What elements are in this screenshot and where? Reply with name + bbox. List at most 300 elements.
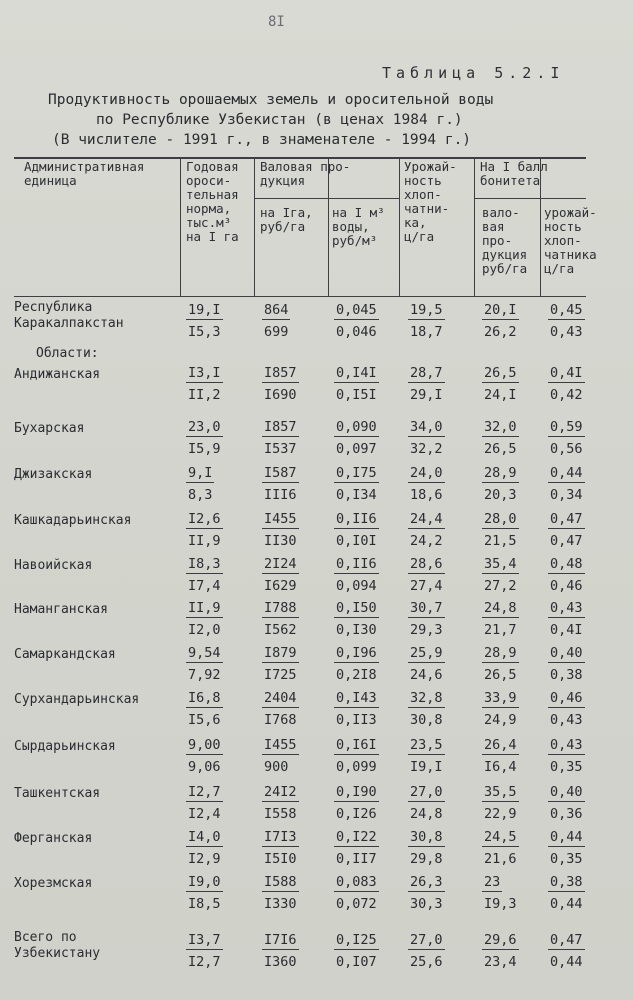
value-1991 [334, 645, 379, 661]
numerator: 0,59 [550, 419, 583, 435]
numerator: I857 [264, 365, 297, 381]
denominator: 23,4 [484, 954, 517, 970]
value-1991 [408, 645, 445, 661]
denominator: 0,35 [550, 759, 583, 775]
value-1991 [334, 365, 379, 381]
value-1994 [408, 441, 445, 457]
denominator: 0,I34 [336, 487, 377, 503]
numerator: I857 [264, 419, 297, 435]
value-1991 [334, 690, 379, 706]
value-1991 [186, 932, 223, 948]
value-1991 [408, 690, 445, 706]
value-1991 [482, 690, 519, 706]
value-1994 [186, 622, 223, 638]
value-1991 [334, 556, 379, 572]
denominator: I690 [264, 387, 297, 403]
header-cotton-yield: ка, [404, 215, 427, 230]
numerator: 0,II6 [336, 556, 377, 572]
header-irrigation-norm: ороси- [186, 173, 232, 188]
header-column-divider [254, 157, 255, 296]
value-1991 [334, 302, 379, 318]
value-1994 [186, 667, 223, 683]
numerator: 0,I96 [336, 645, 377, 661]
value-1994 [262, 759, 290, 775]
value-1994 [408, 533, 445, 549]
value-1991 [262, 302, 290, 318]
header-irrigation-norm: Годовая [186, 159, 239, 174]
header-per-ball: бонитета [480, 173, 541, 188]
numerator: I2,7 [188, 784, 221, 800]
numerator: 0,47 [550, 932, 583, 948]
numerator: II,9 [188, 600, 221, 616]
value-1994 [186, 896, 223, 912]
numerator: I9,0 [188, 874, 221, 890]
numerator: I7I3 [264, 829, 297, 845]
denominator: 29,3 [410, 622, 443, 638]
denominator: 26,2 [484, 324, 517, 340]
numerator: 0,45 [550, 302, 583, 318]
header-ball-subrule [474, 198, 586, 199]
denominator: 20,3 [484, 487, 517, 503]
denominator: I2,0 [188, 622, 221, 638]
denominator: 0,II7 [336, 851, 377, 867]
value-1991 [262, 365, 299, 381]
value-1994 [334, 851, 379, 867]
value-1991 [262, 829, 299, 845]
denominator: I629 [264, 578, 297, 594]
numerator: I587 [264, 465, 297, 481]
header-column-divider [399, 157, 400, 296]
denominator: 0,44 [550, 954, 583, 970]
numerator: 0,I75 [336, 465, 377, 481]
header-gross-per-ha: на Iга, [260, 205, 313, 220]
value-1994 [334, 441, 379, 457]
value-1991 [408, 600, 445, 616]
value-1991 [408, 829, 445, 845]
row-name: Кашкадарьинская [14, 513, 132, 528]
value-1991 [482, 784, 519, 800]
denominator: 0,43 [550, 712, 583, 728]
value-1991 [186, 690, 223, 706]
header-gross-per-m3: воды, [332, 219, 370, 234]
header-cotton-yield: ц/га [404, 229, 435, 244]
value-1991 [262, 556, 299, 572]
value-1991 [186, 600, 223, 616]
header-irrigation-norm: норма, [186, 201, 232, 216]
numerator: 35,4 [484, 556, 517, 572]
value-1994 [482, 896, 519, 912]
value-1991 [186, 465, 214, 481]
header-irrigation-norm: на I га [186, 229, 239, 244]
value-1991 [548, 690, 585, 706]
denominator: 24,I [484, 387, 517, 403]
value-1994 [482, 487, 519, 503]
value-1994 [408, 806, 445, 822]
denominator: 24,9 [484, 712, 517, 728]
row-name: Узбекистану [14, 946, 101, 961]
value-1991 [482, 511, 519, 527]
table-title-line-1: Продуктивность орошаемых земель и оросительной воды [48, 92, 494, 108]
numerator: 23,5 [410, 737, 443, 753]
denominator: 21,7 [484, 622, 517, 638]
numerator: I8,3 [188, 556, 221, 572]
value-1994 [548, 533, 585, 549]
numerator: 28,7 [410, 365, 443, 381]
denominator: 7,92 [188, 667, 221, 683]
numerator: I3,7 [188, 932, 221, 948]
value-1991 [262, 645, 299, 661]
value-1994 [186, 806, 223, 822]
value-1991 [482, 645, 519, 661]
value-1991 [408, 737, 445, 753]
value-1994 [262, 533, 299, 549]
value-1994 [334, 667, 379, 683]
value-1994 [262, 667, 299, 683]
denominator: 24,6 [410, 667, 443, 683]
row-name: Наманганская [14, 602, 108, 617]
header-per-ball: На I балл [480, 159, 548, 174]
numerator: 26,3 [410, 874, 443, 890]
row-name: Навоийская [14, 558, 93, 573]
denominator: 25,6 [410, 954, 443, 970]
value-1994 [548, 896, 585, 912]
value-1994 [408, 759, 445, 775]
denominator: 0,I5I [336, 387, 377, 403]
value-1991 [408, 511, 445, 527]
value-1991 [482, 365, 519, 381]
value-1994 [408, 667, 445, 683]
value-1994 [262, 954, 299, 970]
numerator: 23 [484, 874, 501, 890]
value-1994 [482, 851, 519, 867]
numerator: 28,9 [484, 645, 517, 661]
header-ball-gross: дукция [482, 247, 528, 262]
value-1994 [334, 578, 379, 594]
denominator: I2,4 [188, 806, 221, 822]
denominator: 0,I07 [336, 954, 377, 970]
value-1994 [262, 324, 290, 340]
numerator: 20,I [484, 302, 517, 318]
value-1991 [548, 737, 585, 753]
numerator: 24,0 [410, 465, 443, 481]
value-1994 [186, 324, 223, 340]
denominator: 24,8 [410, 806, 443, 822]
value-1994 [262, 487, 299, 503]
value-1991 [548, 302, 585, 318]
denominator: 30,3 [410, 896, 443, 912]
header-column-divider [474, 157, 475, 296]
value-1994 [262, 622, 299, 638]
value-1991 [262, 737, 299, 753]
value-1994 [482, 533, 519, 549]
denominator: 0,46 [550, 578, 583, 594]
numerator: 28,9 [484, 465, 517, 481]
denominator: 18,7 [410, 324, 443, 340]
header-gross-subrule [254, 198, 399, 199]
header-ball-yield: ц/га [544, 261, 575, 276]
numerator: 0,40 [550, 784, 583, 800]
value-1991 [186, 365, 223, 381]
numerator: 0,43 [550, 737, 583, 753]
denominator: I7,4 [188, 578, 221, 594]
numerator: 0,47 [550, 511, 583, 527]
numerator: 34,0 [410, 419, 443, 435]
denominator: I2,9 [188, 851, 221, 867]
numerator: 24,5 [484, 829, 517, 845]
page-number: 8I [268, 14, 285, 30]
value-1991 [186, 302, 223, 318]
value-1994 [482, 578, 519, 594]
numerator: 0,I4I [336, 365, 377, 381]
value-1994 [548, 759, 585, 775]
table-title-line-3: (В числителе - 1991 г., в знаменателе - 1994 г.) [52, 132, 472, 148]
table-title-line-2: по Республике Узбекистан (в ценах 1984 г.) [96, 112, 463, 128]
value-1994 [186, 487, 214, 503]
row-name: Хорезмская [14, 876, 93, 891]
denominator: 30,8 [410, 712, 443, 728]
denominator: 0,38 [550, 667, 583, 683]
value-1991 [186, 511, 223, 527]
value-1994 [334, 622, 379, 638]
numerator: I788 [264, 600, 297, 616]
numerator: 0,II6 [336, 511, 377, 527]
value-1994 [186, 759, 223, 775]
value-1994 [262, 387, 299, 403]
denominator: 29,I [410, 387, 443, 403]
value-1991 [408, 784, 445, 800]
value-1991 [408, 465, 445, 481]
denominator: 0,2I8 [336, 667, 377, 683]
value-1994 [408, 387, 445, 403]
denominator: I330 [264, 896, 297, 912]
denominator: I5,9 [188, 441, 221, 457]
header-ball-yield: хлоп- [544, 233, 582, 248]
denominator: 18,6 [410, 487, 443, 503]
value-1991 [482, 874, 502, 890]
value-1991 [186, 737, 223, 753]
numerator: 9,54 [188, 645, 221, 661]
numerator: 0,4I [550, 365, 583, 381]
value-1991 [408, 556, 445, 572]
value-1991 [548, 932, 585, 948]
value-1994 [482, 712, 519, 728]
value-1991 [482, 737, 519, 753]
value-1991 [186, 784, 223, 800]
denominator: I2,7 [188, 954, 221, 970]
value-1994 [548, 622, 585, 638]
value-1991 [548, 511, 585, 527]
numerator: 9,I [188, 465, 213, 481]
value-1994 [408, 896, 445, 912]
numerator: 24,8 [484, 600, 517, 616]
numerator: I3,I [188, 365, 221, 381]
denominator: I537 [264, 441, 297, 457]
value-1991 [482, 932, 519, 948]
denominator: 27,2 [484, 578, 517, 594]
numerator: I7I6 [264, 932, 297, 948]
value-1994 [548, 324, 585, 340]
value-1991 [548, 365, 585, 381]
numerator: 0,44 [550, 465, 583, 481]
numerator: 0,I6I [336, 737, 377, 753]
value-1991 [548, 874, 585, 890]
value-1994 [482, 387, 519, 403]
denominator: 21,5 [484, 533, 517, 549]
numerator: 0,I22 [336, 829, 377, 845]
value-1994 [334, 759, 379, 775]
numerator: 24,4 [410, 511, 443, 527]
numerator: 19,I [188, 302, 221, 318]
header-bottom-rule [14, 296, 586, 297]
denominator: II,9 [188, 533, 221, 549]
denominator: 0,I30 [336, 622, 377, 638]
header-cotton-yield: чатни- [404, 201, 450, 216]
header-unit: Административная [24, 159, 145, 174]
value-1994 [408, 954, 445, 970]
denominator: I725 [264, 667, 297, 683]
denominator: 0,47 [550, 533, 583, 549]
denominator: I9,I [410, 759, 443, 775]
row-name: Сурхандарьинская [14, 692, 140, 707]
denominator: 0,072 [336, 896, 377, 912]
value-1991 [262, 690, 299, 706]
numerator: 27,0 [410, 784, 443, 800]
numerator: I455 [264, 511, 297, 527]
value-1991 [548, 829, 585, 845]
value-1991 [548, 556, 585, 572]
value-1994 [334, 487, 379, 503]
numerator: 26,5 [484, 365, 517, 381]
value-1991 [408, 419, 445, 435]
value-1994 [548, 667, 585, 683]
denominator: 26,5 [484, 441, 517, 457]
header-cotton-yield: Урожай- [404, 159, 457, 174]
value-1991 [186, 556, 223, 572]
value-1994 [482, 759, 519, 775]
numerator: 29,6 [484, 932, 517, 948]
numerator: 32,0 [484, 419, 517, 435]
denominator: II,2 [188, 387, 221, 403]
header-gross-per-ha: руб/га [260, 219, 306, 234]
denominator: 0,I0I [336, 533, 377, 549]
denominator: 29,8 [410, 851, 443, 867]
numerator: 0,46 [550, 690, 583, 706]
denominator: 0,36 [550, 806, 583, 822]
numerator: 33,9 [484, 690, 517, 706]
value-1994 [334, 896, 379, 912]
denominator: I6,4 [484, 759, 517, 775]
numerator: 35,5 [484, 784, 517, 800]
value-1991 [334, 874, 379, 890]
denominator: 0,43 [550, 324, 583, 340]
value-1994 [548, 712, 585, 728]
header-gross-per-m3: руб/м³ [332, 233, 378, 248]
row-name: Андижанская [14, 367, 101, 382]
value-1994 [482, 324, 519, 340]
value-1994 [548, 487, 585, 503]
value-1994 [334, 533, 379, 549]
value-1994 [548, 806, 585, 822]
value-1994 [334, 324, 379, 340]
value-1994 [548, 441, 585, 457]
numerator: 0,43 [550, 600, 583, 616]
row-name: Ферганская [14, 831, 93, 846]
header-column-divider [328, 157, 329, 296]
value-1991 [262, 784, 299, 800]
value-1994 [482, 622, 519, 638]
value-1994 [482, 806, 519, 822]
denominator: 0,56 [550, 441, 583, 457]
value-1991 [262, 600, 299, 616]
denominator: 0,44 [550, 896, 583, 912]
numerator: 0,I50 [336, 600, 377, 616]
numerator: 28,6 [410, 556, 443, 572]
denominator: 22,9 [484, 806, 517, 822]
denominator: I5I0 [264, 851, 297, 867]
value-1991 [334, 419, 379, 435]
value-1994 [186, 954, 223, 970]
numerator: 9,00 [188, 737, 221, 753]
value-1994 [186, 533, 223, 549]
denominator: II30 [264, 533, 297, 549]
value-1994 [482, 954, 519, 970]
numerator: 0,I90 [336, 784, 377, 800]
value-1991 [334, 600, 379, 616]
table-label: Таблица 5.2.I [382, 64, 565, 82]
denominator: 900 [264, 759, 289, 775]
value-1994 [408, 851, 445, 867]
header-ball-yield: чатника [544, 247, 597, 262]
row-name: Каракалпакстан [14, 316, 124, 331]
numerator: I4,0 [188, 829, 221, 845]
value-1994 [262, 851, 299, 867]
value-1991 [334, 511, 379, 527]
value-1991 [482, 600, 519, 616]
value-1994 [408, 578, 445, 594]
header-ball-yield: ность [544, 219, 582, 234]
value-1991 [408, 365, 445, 381]
value-1994 [186, 578, 223, 594]
value-1994 [262, 441, 299, 457]
value-1994 [408, 712, 445, 728]
numerator: 30,8 [410, 829, 443, 845]
value-1994 [186, 387, 223, 403]
value-1994 [334, 954, 379, 970]
value-1994 [548, 954, 585, 970]
value-1994 [482, 441, 519, 457]
header-ball-gross: про- [482, 233, 513, 248]
value-1994 [186, 441, 223, 457]
numerator: 0,045 [336, 302, 377, 318]
value-1991 [262, 874, 299, 890]
value-1991 [334, 829, 379, 845]
denominator: 9,06 [188, 759, 221, 775]
denominator: I768 [264, 712, 297, 728]
numerator: 19,5 [410, 302, 443, 318]
numerator: 23,0 [188, 419, 221, 435]
value-1994 [482, 667, 519, 683]
denominator: III6 [264, 487, 297, 503]
row-name: Самаркандская [14, 647, 116, 662]
header-gross-per-m3: на I м³ [332, 205, 385, 220]
numerator: 27,0 [410, 932, 443, 948]
value-1991 [482, 465, 519, 481]
value-1994 [334, 806, 379, 822]
numerator: 864 [264, 302, 289, 318]
numerator: 0,38 [550, 874, 583, 890]
denominator: 24,2 [410, 533, 443, 549]
value-1991 [482, 829, 519, 845]
